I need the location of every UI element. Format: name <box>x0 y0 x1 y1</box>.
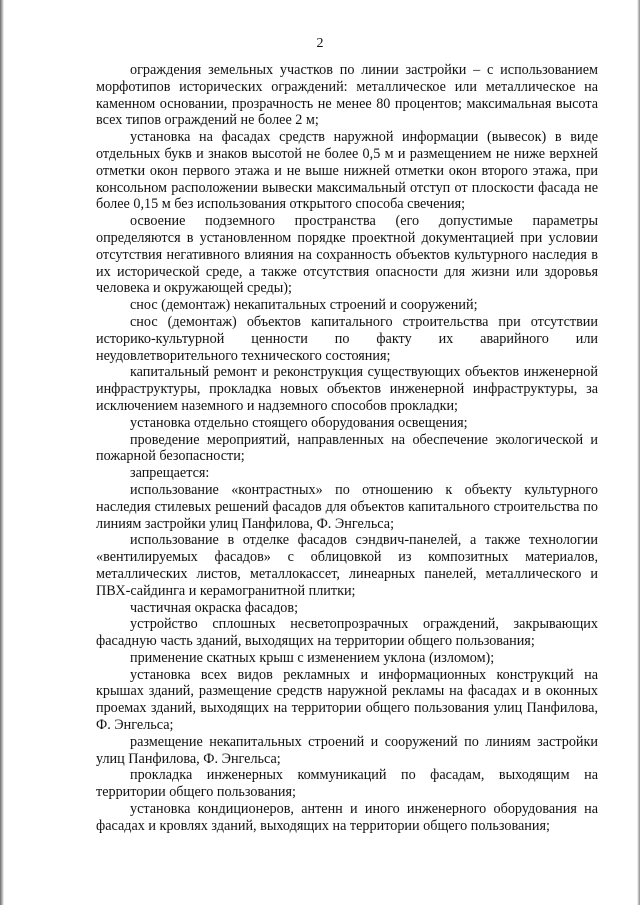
paragraph-underground: освоение подземного пространства (его допустимые параметры определяются в установленном порядке проектной документацией при условии отсутствия негативного влияния на сохранность объектов культурного наследия в их исторической среде, а также отсутствия опасности для жизни или здоровья человека и окружающей среды); <box>96 213 598 297</box>
paragraph-solid-fences: устройство сплошных несветопрозрачных ограждений, закрывающих фасадную часть зданий, выходящих на территории общего пользования; <box>96 616 598 650</box>
page-number: 2 <box>316 36 324 51</box>
paragraph-signage: установка на фасадах средств наружной информации (вывесок) в виде отдельных букв и знаков высотой не более 0,5 м и размещением не ниже верхней отметки окон первого этажа и не выше нижней отметки окон второго этажа, при консольном расположении вывески максимальный отступ от плоскости фасада не более 0,15 м без использования открытого способа свечения; <box>96 129 598 213</box>
paragraph-advertising: установка всех видов рекламных и информационных конструкций на крышах зданий, размещение средств наружной рекламы на фасадах и в оконных проемах зданий, выходящих на территории общего пользования улиц Панфилова, Ф. Энгельса; <box>96 666 598 734</box>
paragraph-partial-painting: частичная окраска фасадов; <box>130 599 299 616</box>
scan-edge-left <box>0 0 4 905</box>
paragraph-air-conditioners: установка кондиционеров, антенн и иного инженерного оборудования на фасадах и кровлях зданий, выходящих на территории общего пользования; <box>96 801 598 834</box>
paragraph-facade-materials: использование в отделке фасадов сэндвич-панелей, а также технологии «вентилируемых фасадов» с облицовкой из композитных материалов, металлических листов, металлокассет, линеарных панелей, металлического и ПВХ-сайдинга и керамогранитной плитки; <box>96 532 598 599</box>
paragraph-demolition-noncapital: снос (демонтаж) некапитальных строений и сооружений; <box>130 297 478 314</box>
paragraph-pitched-roofs: применение скатных крыш с изменением уклона (изломом); <box>130 649 495 666</box>
paragraph-prohibited-heading: запрещается: <box>130 465 210 482</box>
paragraph-fences: ограждения земельных участков по линии застройки – с использованием морфотипов исторических ограждений: металлическое или металлическое на каменном основании, прозрачность не менее 80 процентов; максимальная высота всех типов ограждений не более 2 м; <box>96 62 598 129</box>
paragraph-safety: проведение мероприятий, направленных на обеспечение экологической и пожарной безопасности; <box>96 431 598 465</box>
paragraph-demolition-capital: снос (демонтаж) объектов капитального строительства при отсутствии историко-культурной ценности по факту их аварийного или неудовлетворительного технического состояния; <box>96 313 598 364</box>
paragraph-lighting: установка отдельно стоящего оборудования освещения; <box>130 414 468 431</box>
paragraph-contrast-styles: использование «контрастных» по отношению к объекту культурного наследия стилевых решений фасадов для объектов капитального строительства по линиям застройки улиц Панфилова, Ф. Энгельса; <box>96 481 598 532</box>
paragraph-infrastructure: капитальный ремонт и реконструкция существующих объектов инженерной инфраструктуры, прокладка новых объектов инженерной инфраструктуры, за исключением наземного и надземного способов прокладки; <box>96 364 598 414</box>
paragraph-utilities-facades: прокладка инженерных коммуникаций по фасадам, выходящим на территории общего пользования; <box>96 767 598 801</box>
paragraph-noncapital-placement: размещение некапитальных строений и сооружений по линиям застройки улиц Панфилова, Ф. Энгельса; <box>96 733 598 767</box>
document-body <box>96 62 598 835</box>
